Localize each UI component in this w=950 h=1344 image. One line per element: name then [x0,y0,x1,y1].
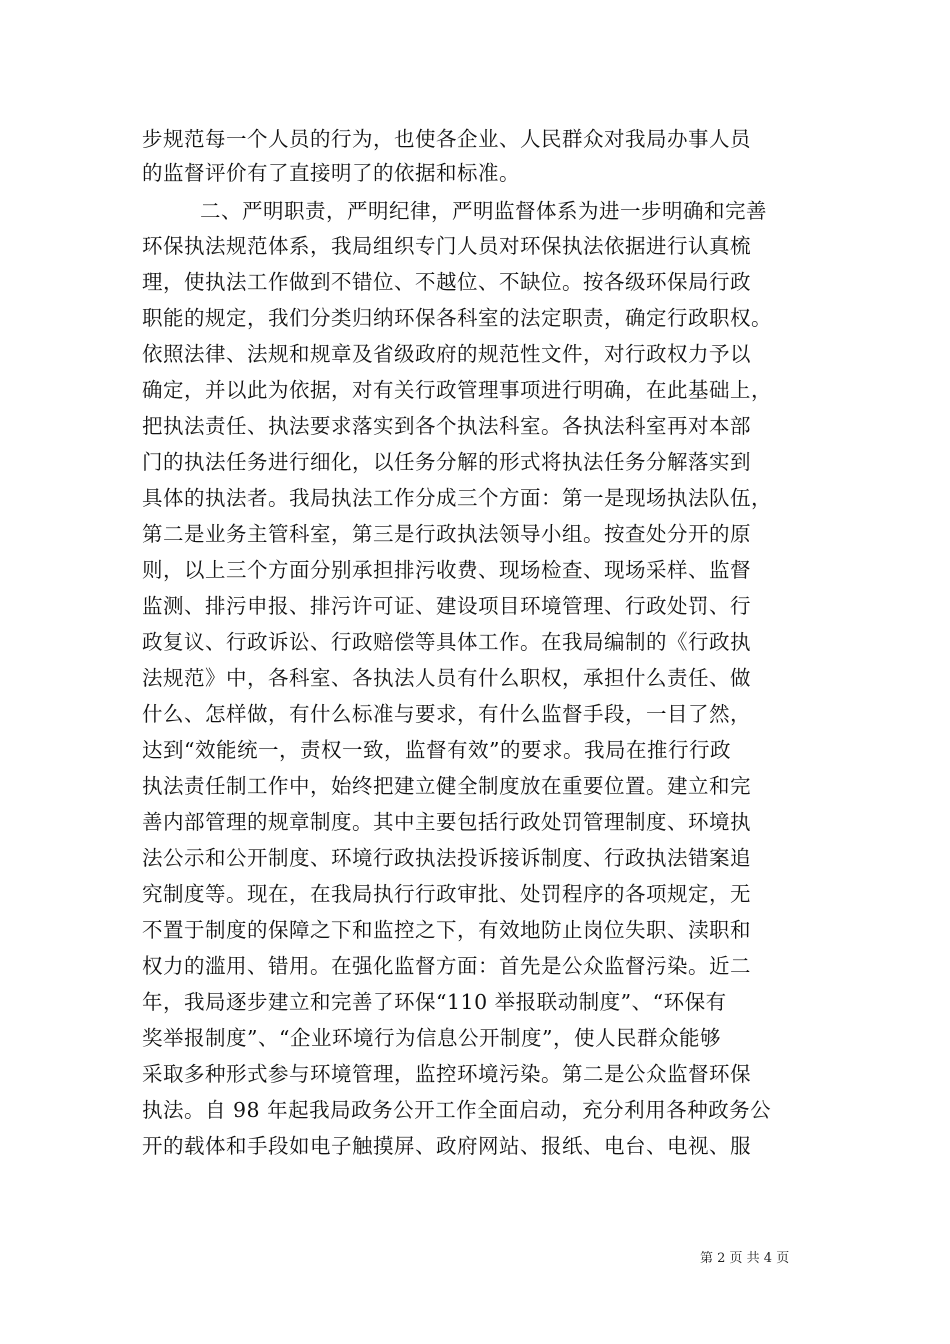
text-line: 则，以上三个方面分别承担排污收费、现场检查、现场采样、监督 [142,558,751,582]
text-line: 门的执法任务进行细化，以任务分解的形式将执法任务分解落实到 [142,450,751,474]
text-line: 法公示和公开制度、环境行政执法投诉接诉制度、行政执法错案追 [142,846,751,870]
text-line: 达到“效能统一，责权一致，监督有效”的要求。我局在推行行政 [142,738,731,762]
text-line: 年，我局逐步建立和完善了环保“110 举报联动制度”、“环保有 [142,990,727,1014]
text-line: 步规范每一个人员的行为，也使各企业、人民群众对我局办事人员 [142,127,751,151]
text-line: 善内部管理的规章制度。其中主要包括行政处罚管理制度、环境执 [142,810,751,834]
text-line: 具体的执法者。我局执法工作分成三个方面：第一是现场执法队伍， [142,486,772,510]
page-number-footer: 第 2 页 共 4 页 [700,1251,790,1266]
text-line: 第二是业务主管科室，第三是行政执法领导小组。按查处分开的原 [142,522,751,546]
text-line: 不置于制度的保障之下和监控之下，有效地防止岗位失职、渎职和 [142,918,751,942]
text-line: 把执法责任、执法要求落实到各个执法科室。各执法科室再对本部 [142,414,751,438]
text-line: 采取多种形式参与环境管理，监控环境污染。第二是公众监督环保 [142,1062,751,1086]
text-line: 权力的滥用、错用。在强化监督方面：首先是公众监督污染。近二 [142,954,751,978]
text-line: 执法。自 98 年起我局政务公开工作全面启动，充分利用各种政务公 [142,1098,772,1122]
text-line: 职能的规定，我们分类归纳环保各科室的法定职责，确定行政职权。 [142,306,772,330]
text-line: 奖举报制度”、“企业环境行为信息公开制度”，使人民群众能够 [142,1026,721,1050]
text-line: 理，使执法工作做到不错位、不越位、不缺位。按各级环保局行政 [142,270,751,294]
text-line: 确定，并以此为依据，对有关行政管理事项进行明确，在此基础上， [142,378,772,402]
text-line: 政复议、行政诉讼、行政赔偿等具体工作。在我局编制的《行政执 [142,630,751,654]
text-line: 依照法律、法规和规章及省级政府的规范性文件，对行政权力予以 [142,342,751,366]
text-line: 法规范》中，各科室、各执法人员有什么职权，承担什么责任、做 [142,666,751,690]
text-line: 环保执法规范体系，我局组织专门人员对环保执法依据进行认真梳 [142,234,751,258]
text-line: 监测、排污申报、排污许可证、建设项目环境管理、行政处罚、行 [142,594,751,618]
text-line: 究制度等。现在，在我局执行行政审批、处罚程序的各项规定，无 [142,882,751,906]
text-line: 的监督评价有了直接明了的依据和标准。 [142,161,520,185]
text-line: 执法责任制工作中，始终把建立健全制度放在重要位置。建立和完 [142,774,751,798]
text-line: 什么、怎样做，有什么标准与要求，有什么监督手段，一目了然， [142,702,751,726]
text-line: 开的载体和手段如电子触摸屏、政府网站、报纸、电台、电视、服 [142,1134,751,1158]
paragraph-start-line: 二、严明职责，严明纪律，严明监督体系为进一步明确和完善 [200,199,767,223]
